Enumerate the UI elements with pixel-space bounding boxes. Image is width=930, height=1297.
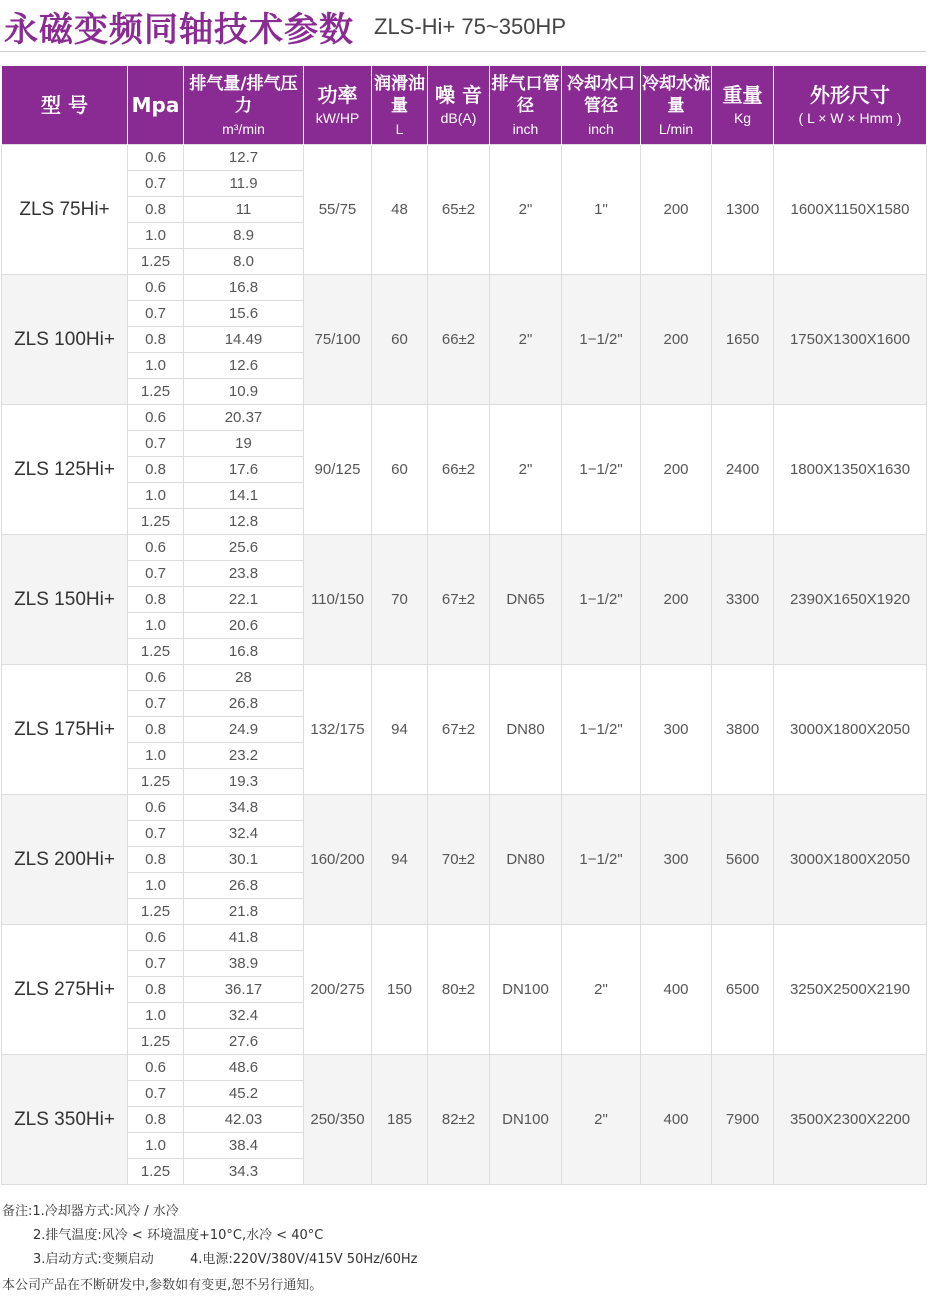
model-cell: ZLS 200Hi+	[2, 795, 128, 925]
flow-cell: 30.1	[184, 847, 304, 873]
dimensions-cell: 1750X1300X1600	[774, 275, 927, 405]
pressure-cell: 1.0	[128, 1133, 184, 1159]
column-header-unit: L/min	[658, 120, 694, 137]
table-row	[2, 925, 927, 951]
water-flow-cell: 400	[641, 925, 712, 1055]
noise-cell: 66±2	[428, 275, 490, 405]
outlet-cell: 2"	[490, 145, 562, 275]
note-line-3a: 3.启动方式:变频启动	[33, 1252, 154, 1267]
power-cell: 160/200	[304, 795, 372, 925]
noise-cell: 82±2	[428, 1055, 490, 1185]
flow-cell: 23.2	[184, 743, 304, 769]
column-header-unit: m³/min	[222, 120, 265, 137]
dimensions-cell: 2390X1650X1920	[774, 535, 927, 665]
dimensions-cell: 3250X2500X2190	[774, 925, 927, 1055]
water-port-cell: 1"	[562, 145, 641, 275]
flow-cell: 45.2	[184, 1081, 304, 1107]
pressure-cell: 1.25	[128, 249, 184, 275]
pressure-cell: 0.7	[128, 691, 184, 717]
flow-cell: 25.6	[184, 535, 304, 561]
weight-cell: 5600	[712, 795, 774, 925]
model-cell: ZLS 350Hi+	[2, 1055, 128, 1185]
column-header-label: 噪 音	[435, 82, 482, 107]
column-header-unit: L	[395, 120, 404, 137]
flow-cell: 38.4	[184, 1133, 304, 1159]
column-header-label: 排气口管径	[491, 73, 560, 116]
pressure-cell: 1.0	[128, 353, 184, 379]
oil-cell: 94	[372, 665, 428, 795]
noise-cell: 67±2	[428, 535, 490, 665]
column-header-8	[641, 66, 712, 145]
pressure-cell: 0.6	[128, 665, 184, 691]
dimensions-cell: 3500X2300X2200	[774, 1055, 927, 1185]
pressure-cell: 1.0	[128, 743, 184, 769]
column-header-label: Mpa	[131, 93, 180, 117]
column-header-4	[372, 66, 428, 145]
flow-cell: 8.9	[184, 223, 304, 249]
flow-cell: 32.4	[184, 821, 304, 847]
pressure-cell: 1.25	[128, 509, 184, 535]
outlet-cell: DN80	[490, 795, 562, 925]
column-header-2	[184, 66, 304, 145]
pressure-cell: 0.6	[128, 925, 184, 951]
column-header-label: 型 号	[41, 93, 88, 117]
pressure-cell: 0.8	[128, 847, 184, 873]
column-header-unit: ( L × W × Hmm )	[798, 109, 902, 126]
oil-cell: 60	[372, 405, 428, 535]
weight-cell: 3300	[712, 535, 774, 665]
flow-cell: 19	[184, 431, 304, 457]
flow-cell: 36.17	[184, 977, 304, 1003]
flow-cell: 48.6	[184, 1055, 304, 1081]
water-flow-cell: 200	[641, 145, 712, 275]
table-row	[2, 795, 927, 821]
note-line-3b: 4.电源:220V/380V/415V 50Hz/60Hz	[190, 1252, 418, 1267]
column-header-unit: dB(A)	[440, 109, 477, 126]
model-cell: ZLS 125Hi+	[2, 405, 128, 535]
pressure-cell: 0.7	[128, 561, 184, 587]
flow-cell: 11.9	[184, 171, 304, 197]
column-header-label: 排气量/排气压力	[189, 73, 298, 116]
pressure-cell: 1.25	[128, 379, 184, 405]
flow-cell: 12.8	[184, 509, 304, 535]
column-header-unit: Kg	[733, 109, 752, 126]
flow-cell: 17.6	[184, 457, 304, 483]
column-header-label: 功率	[317, 82, 358, 107]
flow-cell: 38.9	[184, 951, 304, 977]
flow-cell: 34.3	[184, 1159, 304, 1185]
pressure-cell: 0.8	[128, 457, 184, 483]
page-title: 永磁变频同轴技术参数	[4, 10, 354, 50]
flow-cell: 16.8	[184, 639, 304, 665]
weight-cell: 1300	[712, 145, 774, 275]
pressure-cell: 0.7	[128, 171, 184, 197]
oil-cell: 70	[372, 535, 428, 665]
pressure-cell: 0.6	[128, 145, 184, 171]
power-cell: 132/175	[304, 665, 372, 795]
power-cell: 250/350	[304, 1055, 372, 1185]
column-header-6	[490, 66, 562, 145]
power-cell: 110/150	[304, 535, 372, 665]
note-line-1: 备注:1.冷却器方式:风冷 / 水冷	[2, 1204, 179, 1219]
dimensions-cell: 3000X1800X2050	[774, 665, 927, 795]
table-row	[2, 665, 927, 691]
weight-cell: 1650	[712, 275, 774, 405]
water-port-cell: 2"	[562, 1055, 641, 1185]
weight-cell: 3800	[712, 665, 774, 795]
model-cell: ZLS 75Hi+	[2, 145, 128, 275]
pressure-cell: 1.0	[128, 1003, 184, 1029]
pressure-cell: 0.6	[128, 405, 184, 431]
column-header-label: 冷却水流量	[642, 73, 710, 116]
power-cell: 200/275	[304, 925, 372, 1055]
dimensions-cell: 1800X1350X1630	[774, 405, 927, 535]
pressure-cell: 0.7	[128, 1081, 184, 1107]
flow-cell: 28	[184, 665, 304, 691]
oil-cell: 185	[372, 1055, 428, 1185]
model-cell: ZLS 275Hi+	[2, 925, 128, 1055]
flow-cell: 22.1	[184, 587, 304, 613]
weight-cell: 2400	[712, 405, 774, 535]
pressure-cell: 0.8	[128, 587, 184, 613]
flow-cell: 41.8	[184, 925, 304, 951]
flow-cell: 16.8	[184, 275, 304, 301]
pressure-cell: 0.8	[128, 977, 184, 1003]
column-header-label: 冷却水口管径	[567, 73, 635, 116]
column-header-3	[304, 66, 372, 145]
flow-cell: 26.8	[184, 691, 304, 717]
flow-cell: 19.3	[184, 769, 304, 795]
pressure-cell: 0.8	[128, 197, 184, 223]
power-cell: 75/100	[304, 275, 372, 405]
column-header-10	[774, 66, 927, 145]
pressure-cell: 1.25	[128, 899, 184, 925]
oil-cell: 60	[372, 275, 428, 405]
flow-cell: 15.6	[184, 301, 304, 327]
note-line-4: 本公司产品在不断研发中,参数如有变更,恕不另行通知。	[2, 1278, 323, 1293]
flow-cell: 23.8	[184, 561, 304, 587]
table-row	[2, 535, 927, 561]
pressure-cell: 0.8	[128, 717, 184, 743]
power-cell: 55/75	[304, 145, 372, 275]
model-cell: ZLS 175Hi+	[2, 665, 128, 795]
table-header-row	[2, 66, 927, 145]
flow-cell: 20.37	[184, 405, 304, 431]
table-row	[2, 145, 927, 171]
water-flow-cell: 200	[641, 275, 712, 405]
column-header-unit: inch	[512, 120, 539, 137]
flow-cell: 12.6	[184, 353, 304, 379]
title-divider	[0, 51, 926, 52]
pressure-cell: 1.25	[128, 769, 184, 795]
model-cell: ZLS 100Hi+	[2, 275, 128, 405]
flow-cell: 24.9	[184, 717, 304, 743]
outlet-cell: DN80	[490, 665, 562, 795]
water-port-cell: 1−1/2"	[562, 795, 641, 925]
table-body	[2, 145, 927, 1185]
water-flow-cell: 200	[641, 535, 712, 665]
pressure-cell: 0.7	[128, 431, 184, 457]
noise-cell: 70±2	[428, 795, 490, 925]
water-flow-cell: 200	[641, 405, 712, 535]
oil-cell: 94	[372, 795, 428, 925]
table-row	[2, 275, 927, 301]
water-port-cell: 1−1/2"	[562, 665, 641, 795]
oil-cell: 48	[372, 145, 428, 275]
pressure-cell: 1.0	[128, 223, 184, 249]
column-header-1	[128, 66, 184, 145]
flow-cell: 11	[184, 197, 304, 223]
flow-cell: 10.9	[184, 379, 304, 405]
flow-cell: 8.0	[184, 249, 304, 275]
outlet-cell: 2"	[490, 405, 562, 535]
pressure-cell: 1.25	[128, 1029, 184, 1055]
pressure-cell: 0.7	[128, 821, 184, 847]
noise-cell: 80±2	[428, 925, 490, 1055]
outlet-cell: DN65	[490, 535, 562, 665]
noise-cell: 65±2	[428, 145, 490, 275]
weight-cell: 6500	[712, 925, 774, 1055]
column-header-label: 润滑油量	[374, 73, 425, 116]
water-port-cell: 1−1/2"	[562, 405, 641, 535]
flow-cell: 32.4	[184, 1003, 304, 1029]
weight-cell: 7900	[712, 1055, 774, 1185]
column-header-unit: kW/HP	[315, 109, 360, 126]
pressure-cell: 0.6	[128, 535, 184, 561]
table-row	[2, 405, 927, 431]
outlet-cell: DN100	[490, 1055, 562, 1185]
table-row	[2, 1055, 927, 1081]
water-port-cell: 2"	[562, 925, 641, 1055]
dimensions-cell: 3000X1800X2050	[774, 795, 927, 925]
pressure-cell: 0.8	[128, 327, 184, 353]
power-cell: 90/125	[304, 405, 372, 535]
pressure-cell: 1.0	[128, 483, 184, 509]
pressure-cell: 0.8	[128, 1107, 184, 1133]
water-port-cell: 1−1/2"	[562, 535, 641, 665]
pressure-cell: 0.7	[128, 951, 184, 977]
water-port-cell: 1−1/2"	[562, 275, 641, 405]
noise-cell: 66±2	[428, 405, 490, 535]
outlet-cell: 2"	[490, 275, 562, 405]
pressure-cell: 1.25	[128, 1159, 184, 1185]
flow-cell: 20.6	[184, 613, 304, 639]
dimensions-cell: 1600X1150X1580	[774, 145, 927, 275]
flow-cell: 14.1	[184, 483, 304, 509]
column-header-5	[428, 66, 490, 145]
column-header-7	[562, 66, 641, 145]
page-subtitle: ZLS-Hi+ 75~350HP	[374, 14, 566, 39]
outlet-cell: DN100	[490, 925, 562, 1055]
pressure-cell: 1.0	[128, 613, 184, 639]
noise-cell: 67±2	[428, 665, 490, 795]
page-header	[0, 0, 930, 52]
note-line-2: 2.排气温度:风冷 < 环境温度+10°C,水冷 < 40°C	[33, 1228, 324, 1243]
pressure-cell: 1.0	[128, 873, 184, 899]
column-header-9	[712, 66, 774, 145]
pressure-cell: 0.7	[128, 301, 184, 327]
oil-cell: 150	[372, 925, 428, 1055]
column-header-label: 重量	[722, 82, 763, 107]
pressure-cell: 0.6	[128, 795, 184, 821]
flow-cell: 12.7	[184, 145, 304, 171]
pressure-cell: 1.25	[128, 639, 184, 665]
model-cell: ZLS 150Hi+	[2, 535, 128, 665]
flow-cell: 26.8	[184, 873, 304, 899]
column-header-unit: inch	[588, 120, 614, 137]
column-header-0	[2, 66, 128, 145]
spec-table	[1, 66, 927, 1185]
pressure-cell: 0.6	[128, 275, 184, 301]
column-header-label: 外形尺寸	[810, 82, 890, 107]
flow-cell: 14.49	[184, 327, 304, 353]
flow-cell: 42.03	[184, 1107, 304, 1133]
flow-cell: 27.6	[184, 1029, 304, 1055]
water-flow-cell: 300	[641, 795, 712, 925]
water-flow-cell: 300	[641, 665, 712, 795]
flow-cell: 34.8	[184, 795, 304, 821]
flow-cell: 21.8	[184, 899, 304, 925]
water-flow-cell: 400	[641, 1055, 712, 1185]
pressure-cell: 0.6	[128, 1055, 184, 1081]
